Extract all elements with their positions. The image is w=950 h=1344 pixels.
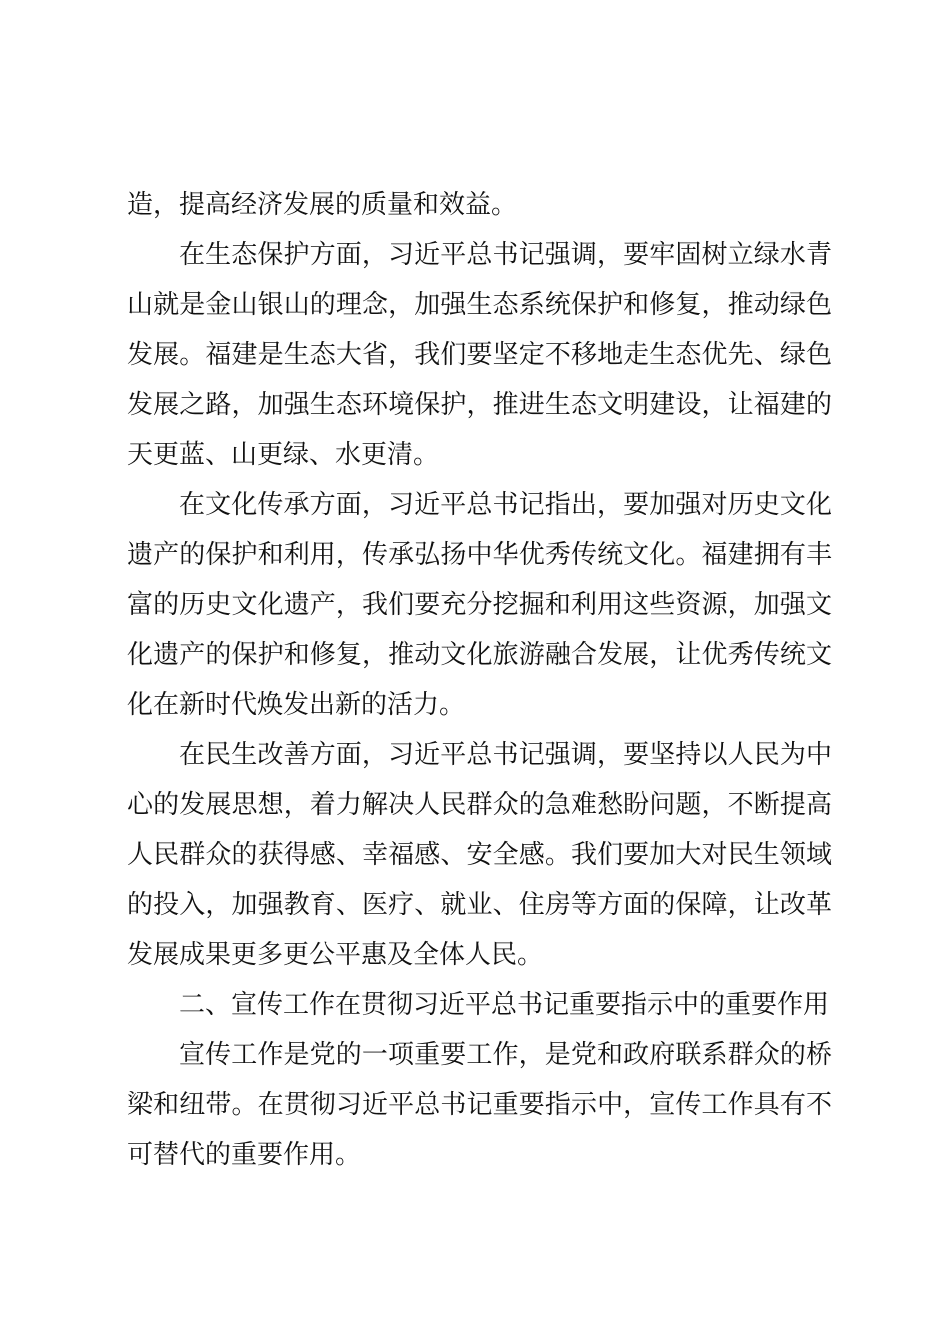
section-heading: 二、宣传工作在贯彻习近平总书记重要指示中的重要作用 bbox=[179, 990, 830, 1020]
paragraph-cultural-heritage: 在文化传承方面，习近平总书记指出，要加强对历史文化遗产的保护和利用，传承弘扬中华优秀传统文化。福建拥有丰富的历史文化遗产，我们要充分挖掘和利用这些资源，加强文化遗产的保护和修复，推动文化旅游融合发展，让优秀传统文化在新时代焕发出新的活力。 bbox=[127, 490, 832, 720]
paragraph-continuation: 造，提高经济发展的质量和效益。 bbox=[127, 190, 518, 220]
paragraph-ecological-protection: 在生态保护方面，习近平总书记强调，要牢固树立绿水青山就是金山银山的理念，加强生态系统保护和修复，推动绿色发展。福建是生态大省，我们要坚定不移地走生态优先、绿色发展之路，加强生态环境保护，推进生态文明建设，让福建的天更蓝、山更绿、水更清。 bbox=[127, 240, 832, 470]
paragraph-livelihood-improvement: 在民生改善方面，习近平总书记强调，要坚持以人民为中心的发展思想，着力解决人民群众的急难愁盼问题，不断提高人民群众的获得感、幸福感、安全感。我们要加大对民生领域的投入，加强教育、医疗、就业、住房等方面的保障，让改革发展成果更多更公平惠及全体人民。 bbox=[127, 740, 832, 970]
paragraph-publicity-work: 宣传工作是党的一项重要工作，是党和政府联系群众的桥梁和纽带。在贯彻习近平总书记重要指示中，宣传工作具有不可替代的重要作用。 bbox=[127, 1040, 832, 1170]
document-body bbox=[127, 180, 832, 1180]
